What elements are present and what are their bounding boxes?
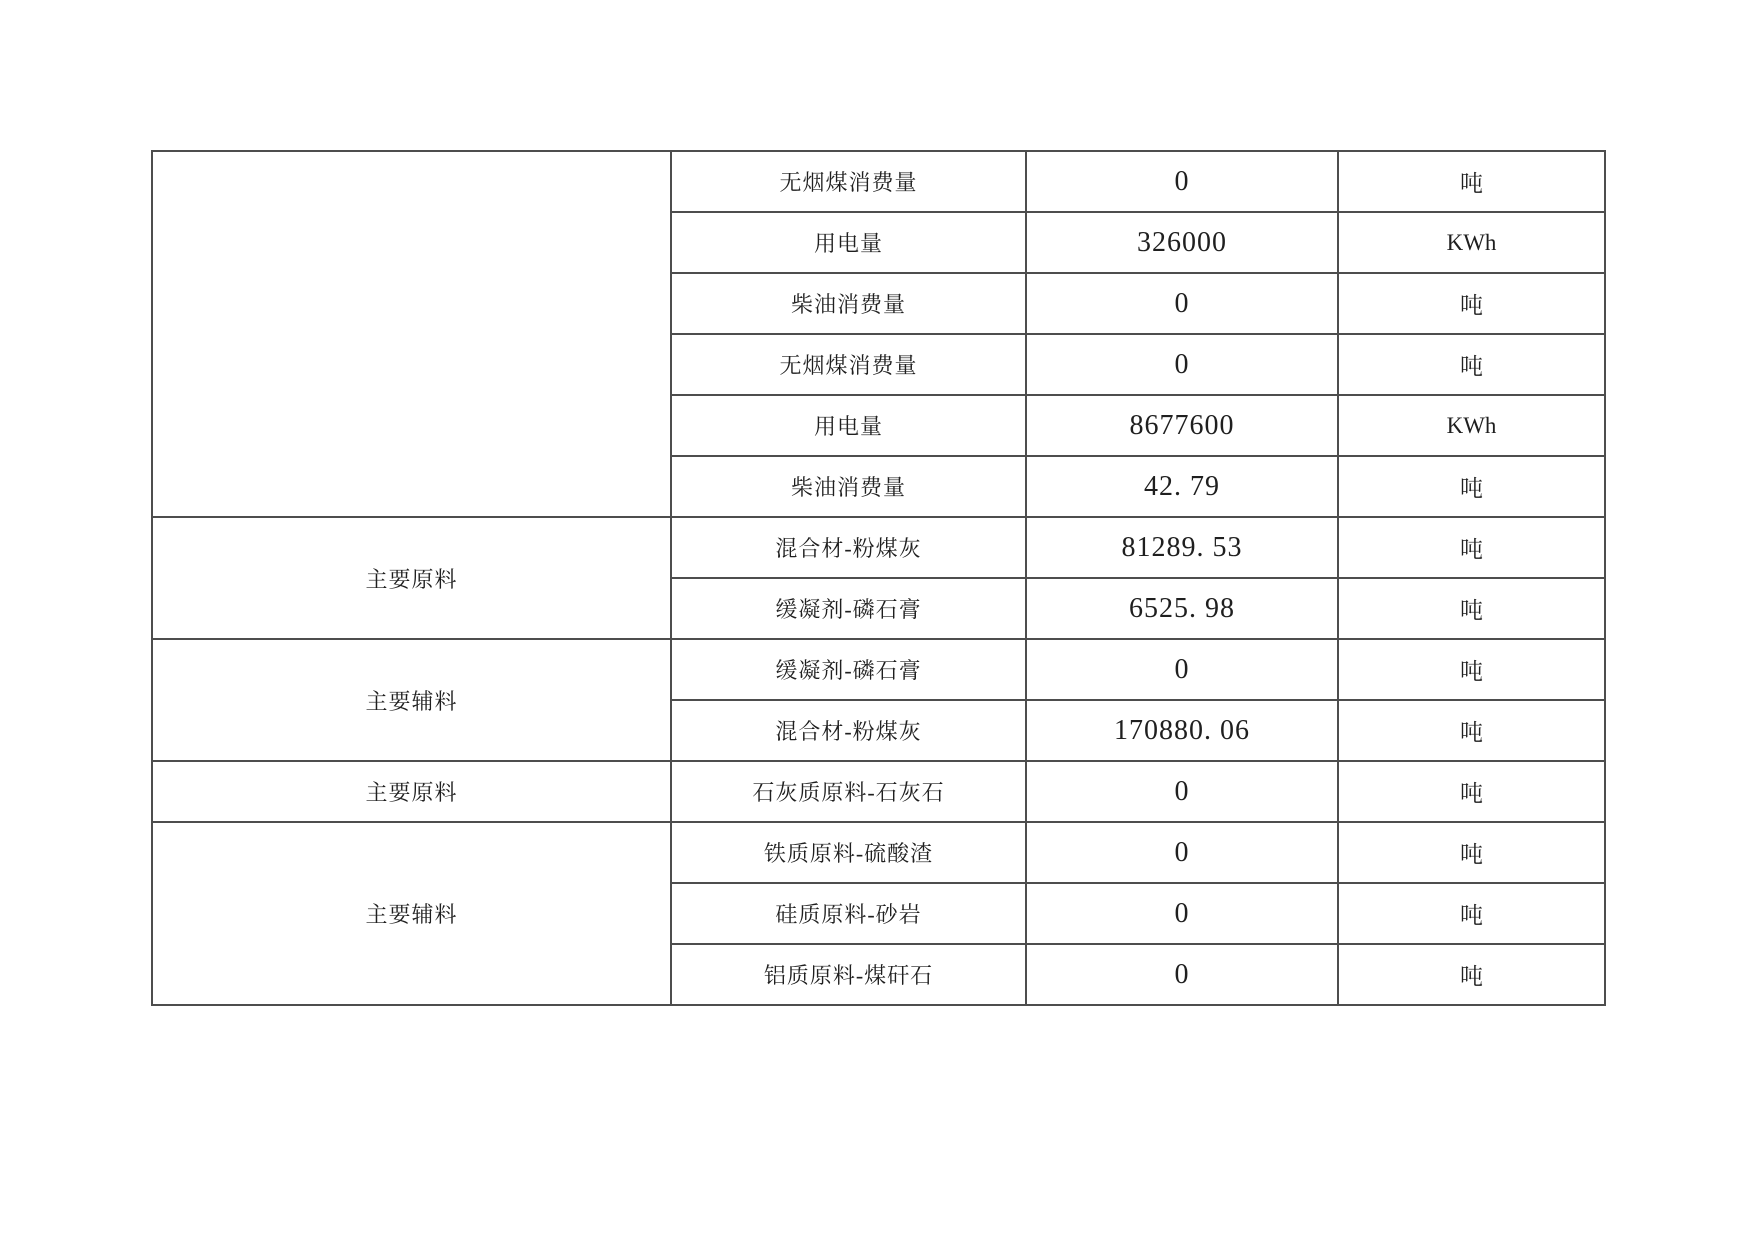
table-row (152, 761, 1605, 822)
material-item-cell: 用电量 (671, 212, 1026, 273)
value-cell: 0 (1026, 944, 1338, 1005)
material-item-cell: 柴油消费量 (671, 273, 1026, 334)
unit-cell: KWh (1338, 212, 1605, 273)
unit-cell: 吨 (1338, 517, 1605, 578)
unit-cell: 吨 (1338, 578, 1605, 639)
table-row (152, 639, 1605, 700)
unit-cell: 吨 (1338, 456, 1605, 517)
table-row (152, 822, 1605, 883)
value-cell: 326000 (1026, 212, 1338, 273)
material-item-cell: 混合材-粉煤灰 (671, 700, 1026, 761)
table-row (152, 151, 1605, 212)
material-item-cell: 硅质原料-砂岩 (671, 883, 1026, 944)
unit-cell: 吨 (1338, 639, 1605, 700)
material-item-cell: 混合材-粉煤灰 (671, 517, 1026, 578)
value-cell: 0 (1026, 822, 1338, 883)
material-item-cell: 无烟煤消费量 (671, 151, 1026, 212)
unit-cell: KWh (1338, 395, 1605, 456)
value-cell: 8677600 (1026, 395, 1338, 456)
consumption-table (151, 150, 1606, 1006)
group-cell: 主要辅料 (152, 639, 671, 761)
material-item-cell: 缓凝剂-磷石膏 (671, 639, 1026, 700)
value-cell: 42. 79 (1026, 456, 1338, 517)
unit-cell: 吨 (1338, 151, 1605, 212)
value-cell: 6525. 98 (1026, 578, 1338, 639)
value-cell: 0 (1026, 761, 1338, 822)
material-item-cell: 铝质原料-煤矸石 (671, 944, 1026, 1005)
unit-cell: 吨 (1338, 334, 1605, 395)
value-cell: 0 (1026, 334, 1338, 395)
group-cell: 主要原料 (152, 761, 671, 822)
value-cell: 0 (1026, 883, 1338, 944)
material-item-cell: 石灰质原料-石灰石 (671, 761, 1026, 822)
material-item-cell: 铁质原料-硫酸渣 (671, 822, 1026, 883)
material-item-cell: 用电量 (671, 395, 1026, 456)
table-row (152, 517, 1605, 578)
material-item-cell: 无烟煤消费量 (671, 334, 1026, 395)
value-cell: 81289. 53 (1026, 517, 1338, 578)
unit-cell: 吨 (1338, 883, 1605, 944)
group-cell: 主要原料 (152, 517, 671, 639)
unit-cell: 吨 (1338, 700, 1605, 761)
value-cell: 0 (1026, 639, 1338, 700)
unit-cell: 吨 (1338, 822, 1605, 883)
unit-cell: 吨 (1338, 761, 1605, 822)
group-cell: 主要辅料 (152, 822, 671, 1005)
value-cell: 0 (1026, 151, 1338, 212)
unit-cell: 吨 (1338, 273, 1605, 334)
material-item-cell: 柴油消费量 (671, 456, 1026, 517)
material-item-cell: 缓凝剂-磷石膏 (671, 578, 1026, 639)
value-cell: 170880. 06 (1026, 700, 1338, 761)
value-cell: 0 (1026, 273, 1338, 334)
group-cell (152, 151, 671, 517)
unit-cell: 吨 (1338, 944, 1605, 1005)
